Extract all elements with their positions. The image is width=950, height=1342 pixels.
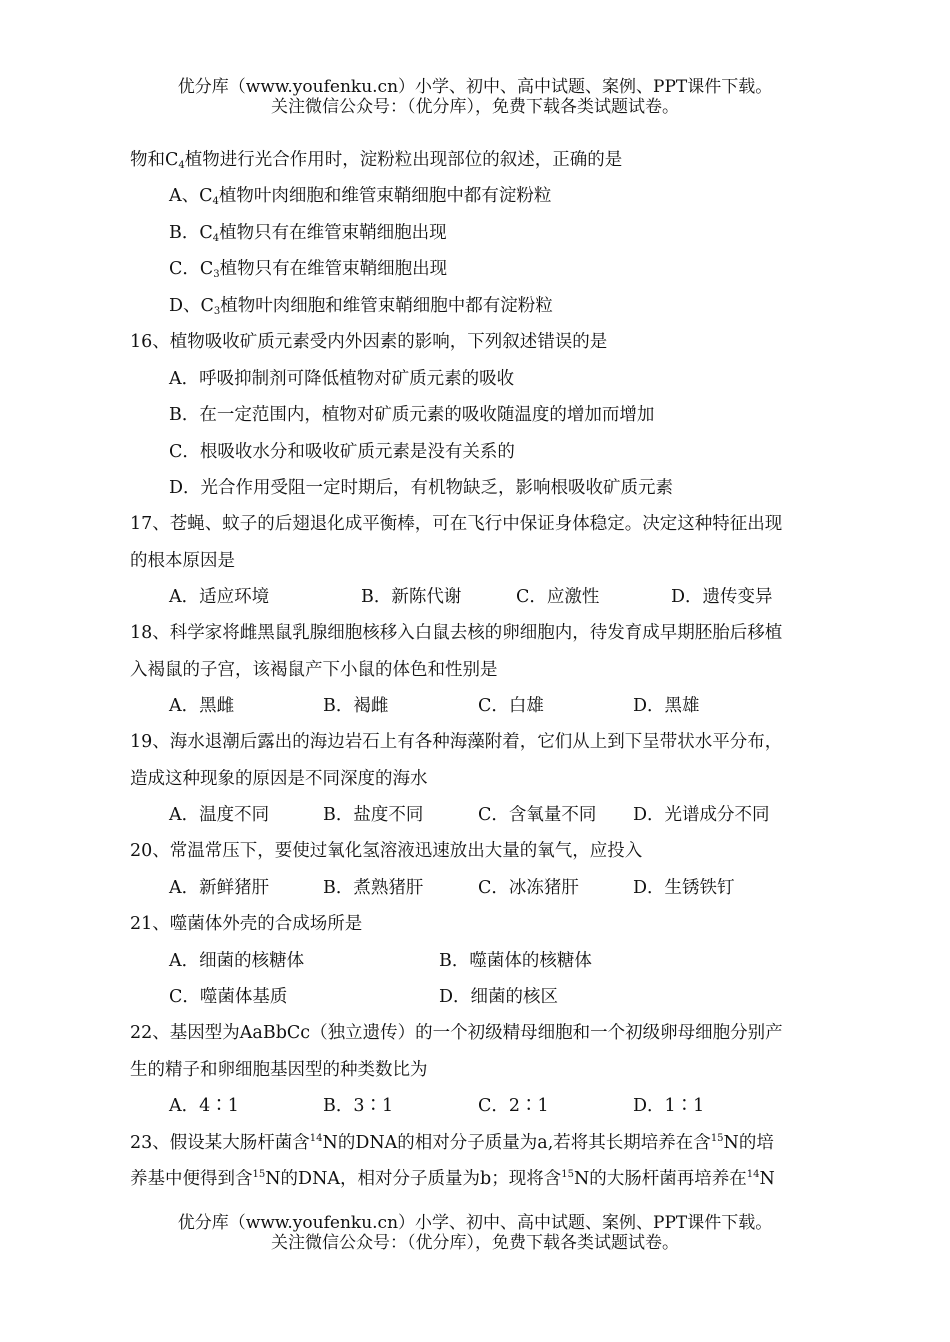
- q16-option-c: C．根吸收水分和吸收矿质元素是没有关系的: [169, 442, 515, 462]
- q16-option-a: A．呼吸抑制剂可降低植物对矿质元素的吸收: [169, 369, 515, 389]
- q18-option-b: B．褐雌: [323, 696, 389, 716]
- q19-option-d: D．光谱成分不同: [633, 805, 770, 825]
- q20-option-d: D．生锈铁钉: [633, 878, 735, 898]
- q22-option-c: C．2∶1: [478, 1096, 549, 1116]
- q21-stem: 21、噬菌体外壳的合成场所是: [130, 914, 363, 934]
- header-line-2: 关注微信公众号：（优分库），免费下载各类试题试卷。: [271, 97, 679, 117]
- q16-option-b: B．在一定范围内，植物对矿质元素的吸收随温度的增加而增加: [169, 405, 655, 425]
- q21-option-a: A．细菌的核糖体: [169, 951, 305, 971]
- q22-stem-line-1: 22、基因型为AaBbCc（独立遗传）的一个初级精母细胞和一个初级卵母细胞分别产: [130, 1023, 783, 1043]
- q18-stem-line-1: 18、科学家将雌黑鼠乳腺细胞核移入白鼠去核的卵细胞内，待发育成早期胚胎后移植: [130, 623, 783, 643]
- q19-option-c: C．含氧量不同: [478, 805, 597, 825]
- q18-stem-line-2: 入褐鼠的子宫，该褐鼠产下小鼠的体色和性别是: [130, 660, 498, 680]
- q15-stem: 物和$C_4$植物进行光合作用时，淀粉粒出现部位的叙述，正确的是: [130, 150, 623, 171]
- page-footer: [0, 1213, 950, 1253]
- q19-stem-line-1: 19、海水退潮后露出的海边岩石上有各种海藻附着，它们从上到下呈带状水平分布，: [130, 732, 783, 752]
- q17-option-c: C．应激性: [516, 587, 600, 607]
- q19-stem-line-2: 造成这种现象的原因是不同深度的海水: [130, 769, 428, 789]
- q17-stem-line-2: 的根本原因是: [130, 551, 235, 571]
- q22-option-d: D．1∶1: [633, 1096, 705, 1116]
- q21-option-c: C．噬菌体基质: [169, 987, 288, 1007]
- footer-line-1: 优分库（www.youfenku.cn）小学、初中、高中试题、案例、PPT课件下载。: [177, 1213, 773, 1233]
- q18-option-a: A．黑雌: [169, 696, 235, 716]
- q17-option-b: B．新陈代谢: [361, 587, 462, 607]
- header-line-1: 优分库（www.youfenku.cn）小学、初中、高中试题、案例、PPT课件下载。: [177, 77, 773, 97]
- q18-option-d: D．黑雄: [633, 696, 700, 716]
- q21-option-d: D．细菌的核区: [439, 987, 559, 1007]
- q22-option-b: B．3∶1: [323, 1096, 394, 1116]
- footer-line-2: 关注微信公众号：（优分库），免费下载各类试题试卷。: [271, 1233, 679, 1253]
- q20-option-a: A．新鲜猪肝: [169, 878, 270, 898]
- q17-stem-line-1: 17、苍蝇、蚊子的后翅退化成平衡棒，可在飞行中保证身体稳定。决定这种特征出现: [130, 514, 783, 534]
- q17-option-a: A．适应环境: [169, 587, 270, 607]
- q19-option-a: A．温度不同: [169, 805, 270, 825]
- q15-option-b: B．$C_4$植物只有在维管束鞘细胞出现: [169, 223, 447, 244]
- q21-option-b: B．噬菌体的核糖体: [439, 951, 592, 971]
- q23-stem-line-1: 23、假设某大肠杆菌含$^{14}$N的DNA的相对分子质量为a,若将其长期培养在含$^{15}$N的培: [130, 1133, 774, 1153]
- q15-option-c: C．$C_3$植物只有在维管束鞘细胞出现: [169, 259, 448, 280]
- q16-option-d: D．光合作用受阻一定时期后，有机物缺乏，影响根吸收矿质元素: [169, 478, 674, 498]
- q16-stem: 16、植物吸收矿质元素受内外因素的影响，下列叙述错误的是: [130, 332, 608, 352]
- q20-stem: 20、常温常压下，要使过氧化氢溶液迅速放出大量的氧气，应投入: [130, 841, 643, 861]
- q22-stem-line-2: 生的精子和卵细胞基因型的种类数比为: [130, 1060, 428, 1080]
- q18-option-c: C．白雄: [478, 696, 544, 716]
- q22-option-a: A．4∶1: [169, 1096, 239, 1116]
- q15-option-a: A、$C_4$植物叶肉细胞和维管束鞘细胞中都有淀粉粒: [169, 186, 552, 207]
- q20-option-b: B．煮熟猪肝: [323, 878, 424, 898]
- q23-stem-line-2: 养基中便得到含$^{15}$N的DNA，相对分子质量为b；现将含$^{15}$N的大肠杆菌再培养在$^{14}$N: [130, 1169, 775, 1189]
- q20-option-c: C．冰冻猪肝: [478, 878, 579, 898]
- page-header: [0, 77, 950, 117]
- q15-option-d: D、$C_3$植物叶肉细胞和维管束鞘细胞中都有淀粉粒: [169, 296, 553, 317]
- q17-option-d: D．遗传变异: [671, 587, 773, 607]
- q19-option-b: B．盐度不同: [323, 805, 424, 825]
